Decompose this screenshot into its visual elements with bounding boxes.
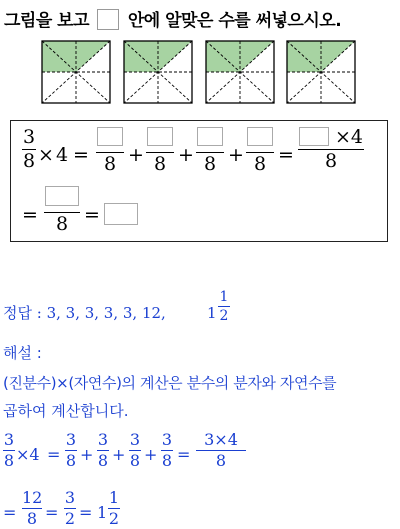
question-text (4, 6, 341, 31)
answer-box-3[interactable] (197, 127, 223, 146)
expl-eq2-f1: 12 8 (22, 488, 43, 529)
answer-label: 정답 : 3, 3, 3, 3, 3, 12, (3, 304, 166, 322)
expl-eq1-plus3: + (144, 445, 158, 464)
explanation-line2: 곱하여 계산합니다. (3, 402, 129, 420)
answer-mixed-whole: 1 (207, 304, 217, 322)
problem-eq-1: = (73, 144, 89, 166)
problem-frac-blank-3: 8 (196, 127, 224, 174)
expl-eq1-times4: ×4 (16, 445, 40, 464)
problem-frac-blank-2: 8 (146, 127, 174, 174)
problem-eq-4: = (84, 204, 100, 226)
expl-eq1-t1: 3 8 (65, 430, 77, 471)
expl-eq2-eq0: = (3, 503, 17, 522)
explanation-line1: (진분수)×(자연수)의 계산은 분수의 분자와 자연수를 (3, 374, 337, 392)
fraction-square-4 (286, 40, 356, 104)
problem-plus-3: + (228, 144, 244, 166)
expl-eq1-plus1: + (80, 445, 94, 464)
problem-frac-blank-6: 8 (44, 186, 80, 234)
expl-eq2-eq2: = (79, 503, 93, 522)
answer-box-5[interactable] (299, 127, 329, 146)
blank-box-icon (97, 9, 119, 30)
expl-eq1-t3: 3 8 (129, 430, 141, 471)
problem-frac-blank-4: 8 (246, 127, 274, 174)
expl-eq1-eq: = (47, 445, 61, 464)
explanation-label: 해설 : (3, 344, 42, 362)
expl-eq1-t4: 3 8 (161, 430, 173, 471)
expl-eq2-f3: 1 2 (108, 488, 120, 529)
answer-mixed-frac: 1 2 (219, 289, 229, 325)
expl-eq2-eq1: = (45, 503, 59, 522)
problem-frac-blank-1: 8 (96, 127, 124, 174)
question-part2: 안에 알맞은 수를 써넣으시오. (127, 11, 342, 31)
problem-frac-lhs: 3 8 (22, 126, 36, 173)
answer-box-6[interactable] (45, 186, 79, 206)
expl-eq2-f2: 3 2 (64, 488, 76, 529)
question-part1: 그림을 보고 (4, 11, 90, 31)
answer-box-7[interactable] (104, 203, 138, 225)
expl-eq1-rhs: 3×4 8 (196, 432, 246, 469)
fraction-square-3 (205, 40, 275, 104)
problem-eq-2: = (278, 144, 294, 166)
answer-box-1[interactable] (97, 127, 123, 146)
fraction-square-1 (41, 40, 111, 104)
fraction-square-2 (123, 40, 193, 104)
problem-plus-1: + (128, 144, 144, 166)
problem-times: × (38, 144, 54, 166)
problem-plus-2: + (178, 144, 194, 166)
expl-eq2-whole: 1 (97, 503, 108, 522)
problem-frac-blank-5: ×4 8 (298, 127, 364, 171)
problem-eq-3: = (22, 204, 38, 226)
problem-mult: 4 (56, 144, 69, 166)
answer-box-4[interactable] (247, 127, 273, 146)
expl-eq1-eq2: = (177, 445, 191, 464)
expl-eq1-t2: 3 8 (97, 430, 109, 471)
answer-box-2[interactable] (147, 127, 173, 146)
expl-eq1-lhs: 3 8 (3, 430, 15, 471)
expl-eq1-plus2: + (112, 445, 126, 464)
